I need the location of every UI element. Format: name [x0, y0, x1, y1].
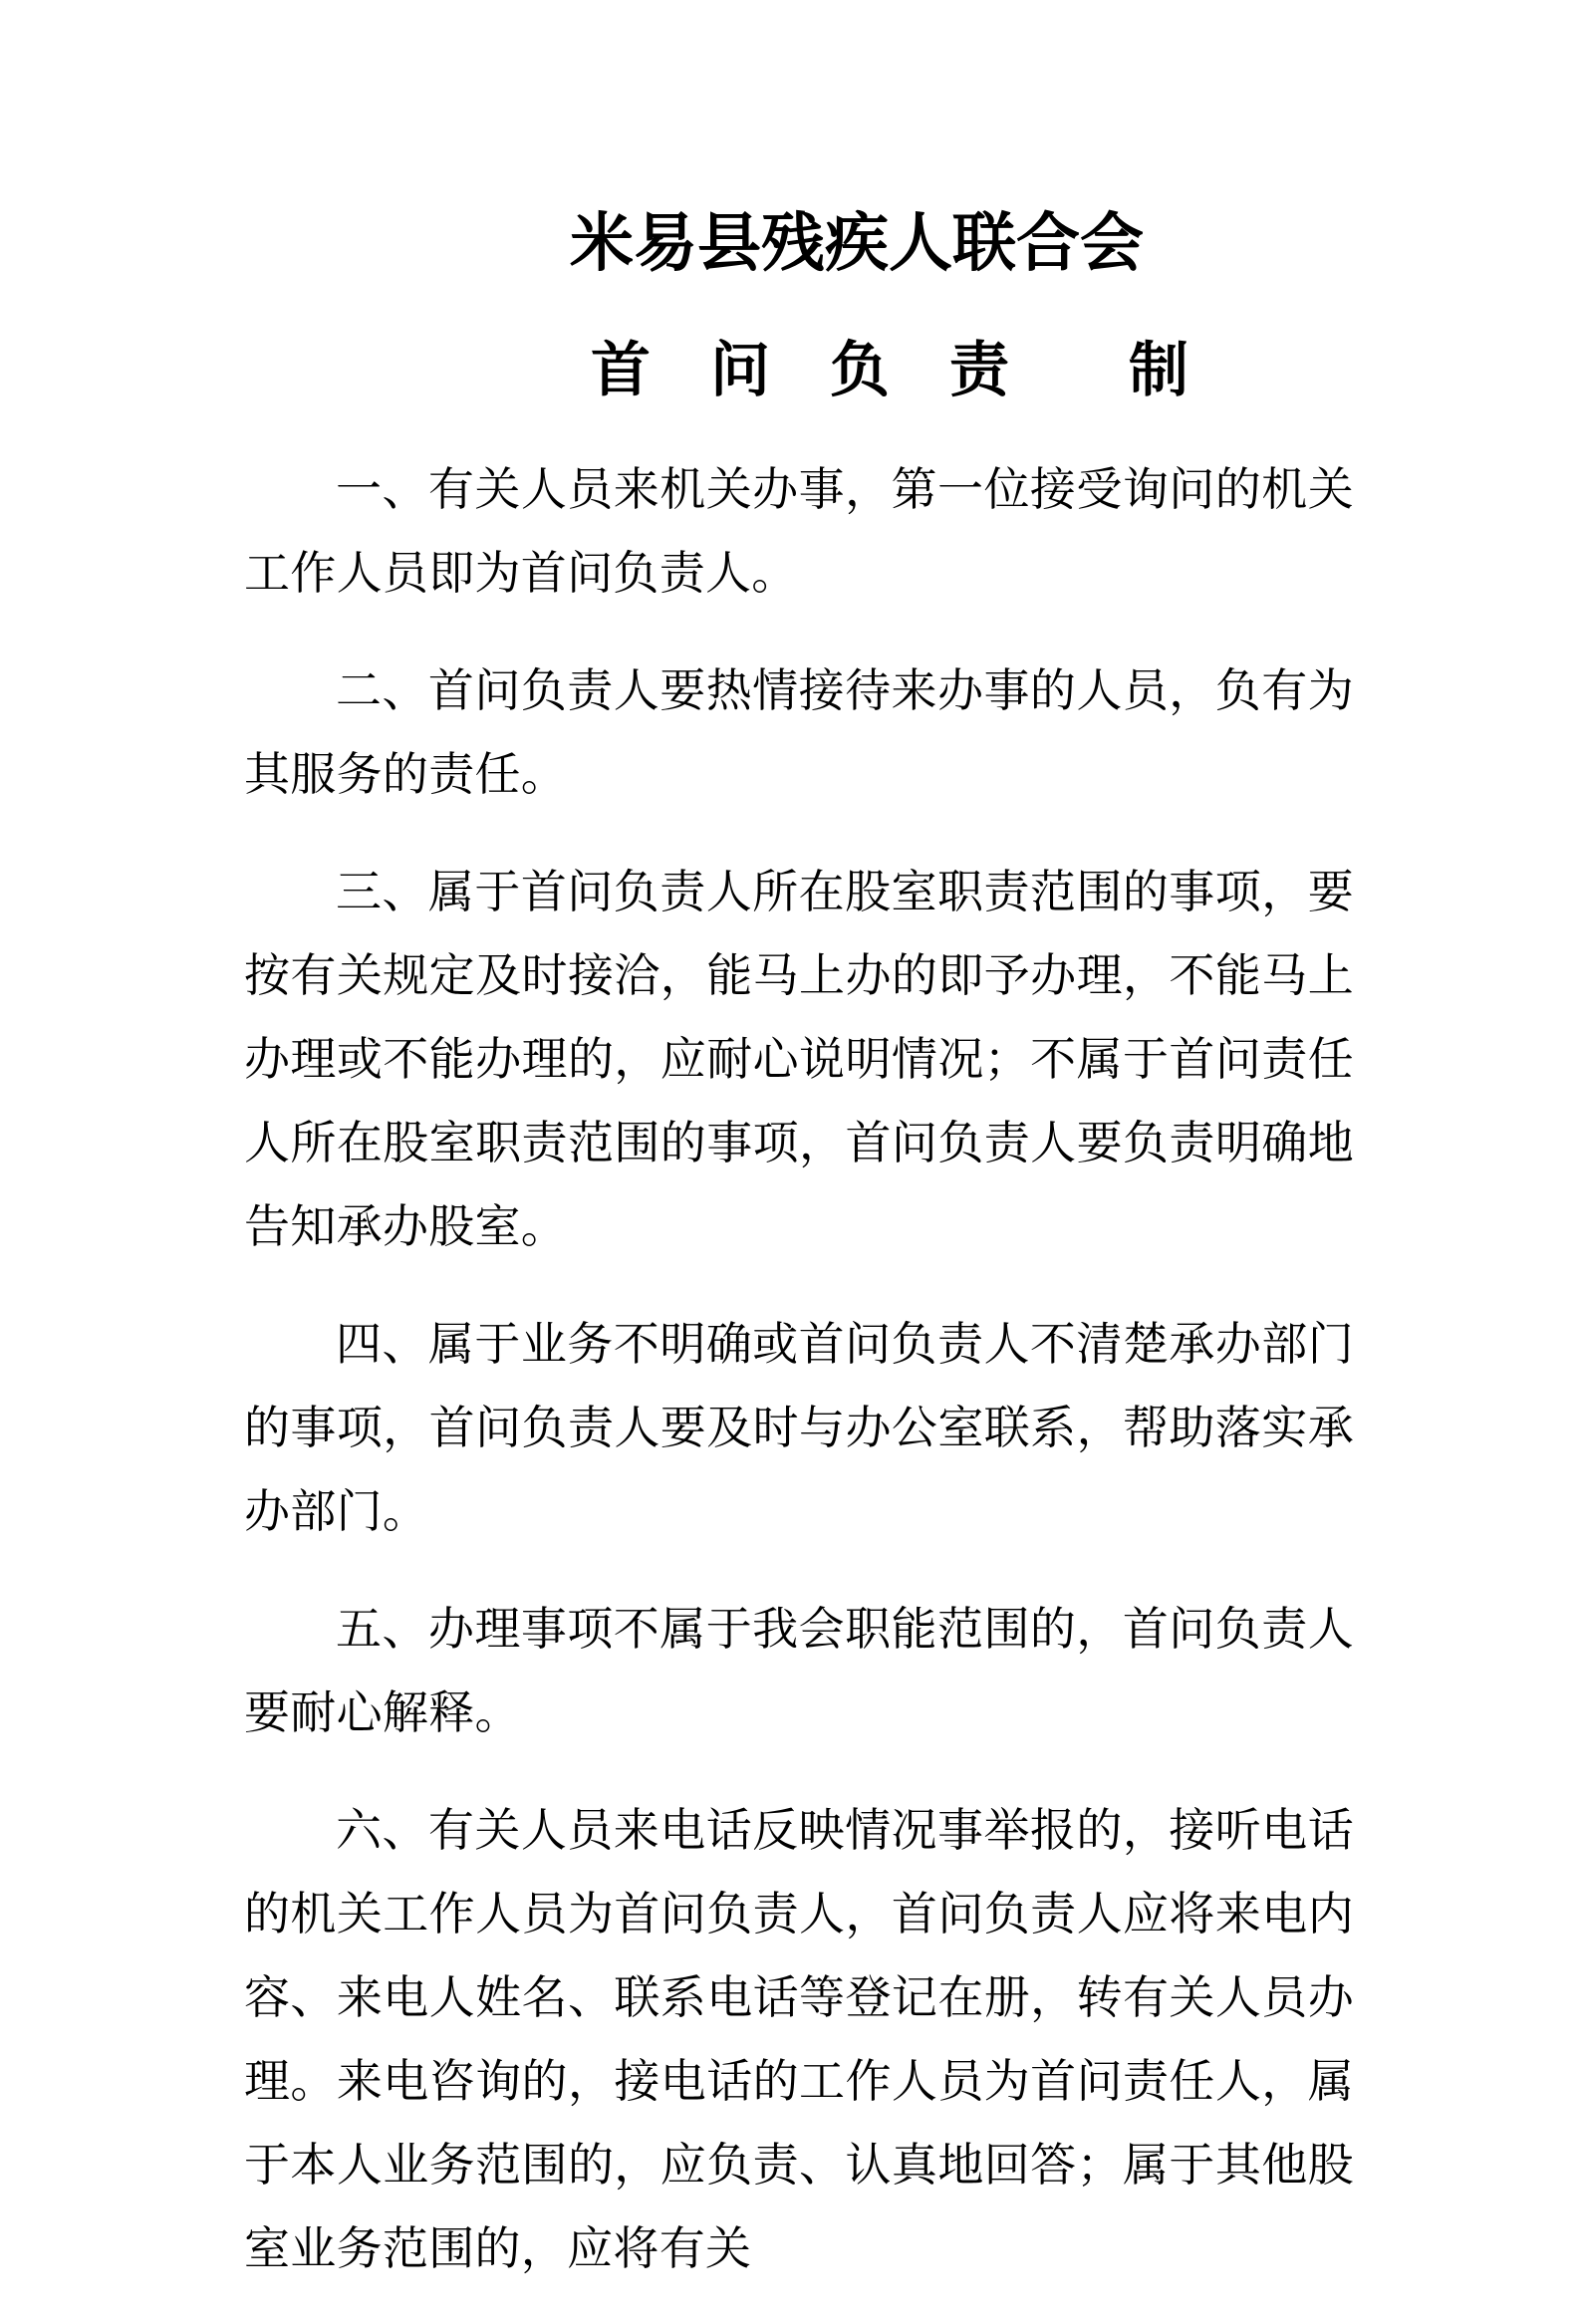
- document-body: [244, 447, 1354, 2324]
- paragraph-2: 二、首问负责人要热情接待来办事的人员，负有为其服务的责任。: [244, 663, 1354, 801]
- paragraph-1: 一、有关人员来机关办事，第一位接受询问的机关工作人员即为首问负责人。: [244, 462, 1354, 600]
- paragraph-4: 四、属于业务不明确或首问负责人不清楚承办部门的事项，首问负责人要及时与办公室联系，帮助落实承办部门。: [244, 1317, 1354, 1538]
- paragraph-6: 六、有关人员来电话反映情况事举报的，接听电话的机关工作人员为首问负责人，首问负责人应将来电内容、来电人姓名、联系电话等登记在册，转有关人员办理。来电咨询的，接电话的工作人员为首问责任人，属于本人业务范围的，应负责、认真地回答；属于其他股室业务范围的，应将有关: [244, 1803, 1354, 2275]
- document-subtitle: 首 问 负 责 制: [591, 336, 1188, 405]
- paragraph-3: 三、属于首问负责人所在股室职责范围的事项，要按有关规定及时接洽，能马上办的即予办理，不能马上办理或不能办理的，应耐心说明情况；不属于首问责任人所在股室职责范围的事项，首问负责人要负责明确地告知承办股室。: [244, 865, 1354, 1253]
- document-title: 米易县残疾人联合会: [570, 206, 1144, 281]
- paragraph-5: 五、办理事项不属于我会职能范围的，首问负责人要耐心解释。: [244, 1602, 1354, 1739]
